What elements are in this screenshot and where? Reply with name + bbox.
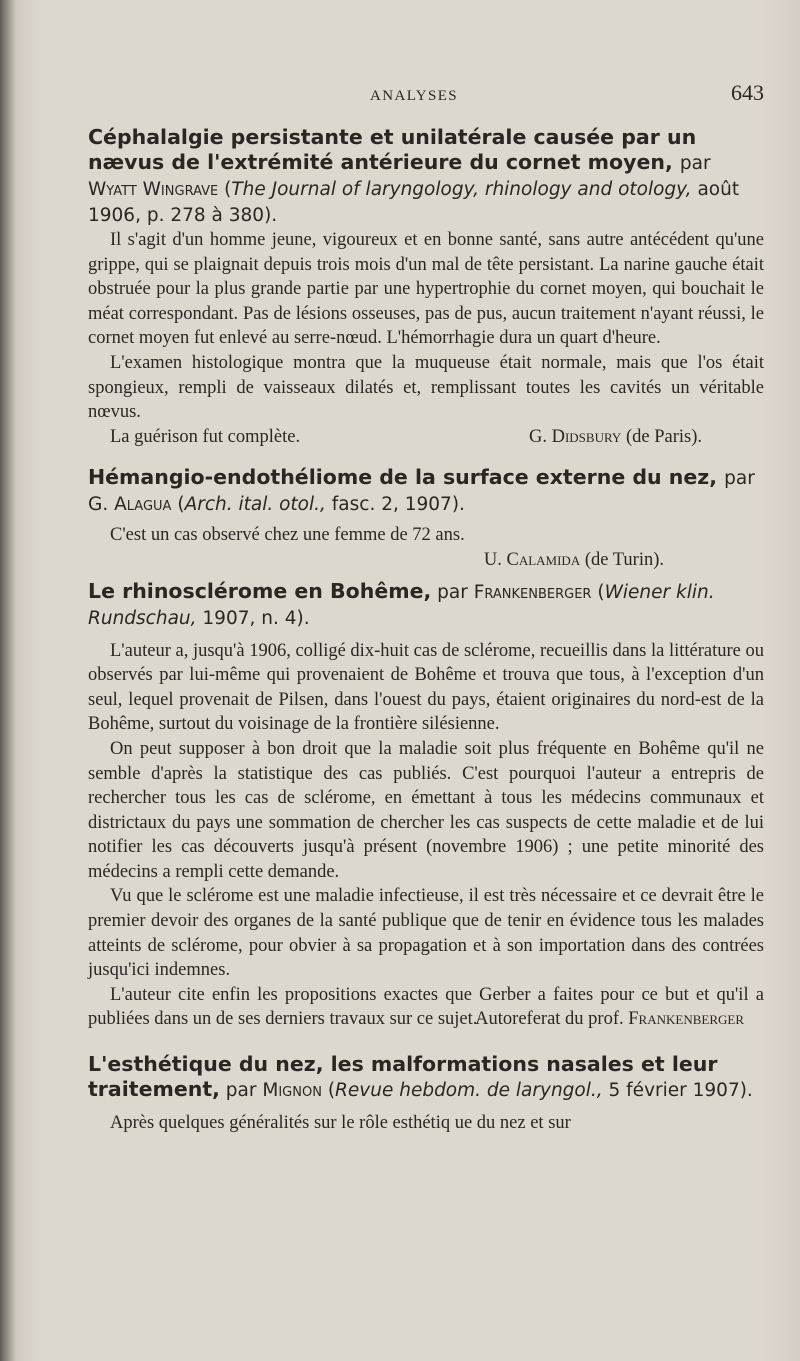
closing-text: La guérison fut complète. xyxy=(110,426,301,447)
paragraph: C'est un cas observé chez une femme de 72 ans. xyxy=(110,525,465,546)
signature xyxy=(507,425,764,450)
citation xyxy=(220,1080,753,1101)
running-head-title: ANALYSES xyxy=(370,88,459,104)
article-naevus xyxy=(88,125,764,449)
article-hemangio xyxy=(88,465,764,572)
citation-paren: ( xyxy=(591,581,605,603)
paragraph: L'examen histologique montra que la muqueuse était normale, mais que l'os était spongieux, rempli de vaisseaux dilatés et, remplissant toutes les cavités un véritable nœvus. xyxy=(88,352,764,423)
article-title xyxy=(88,1052,764,1103)
paragraph: L'auteur a, jusqu'à 1906, colligé dix-huit cas de sclérome, recueillis dans la littérature ou observés par lui-même qui provenaient de Bohême et trouva que tous, à l'exception d'un seul, lequel provenait de Pilsen, dans l'ouest du pays, étaient originaires du nord-est de la Bohême, surtout du voisinage de la frontière silésienne. xyxy=(88,640,764,735)
signature-initial: U. xyxy=(483,549,507,570)
citation-prefix: par xyxy=(431,581,474,603)
title-text: Hémangio-endothéliome de la surface externe du nez, xyxy=(88,465,717,490)
closing-line xyxy=(88,425,764,450)
title-text: L'esthétique du nez, les malformations nasales et leur traitement, xyxy=(88,1052,718,1102)
signature-place: (de Turin). xyxy=(580,549,664,570)
articles xyxy=(88,125,764,1156)
citation-author: Frankenberger xyxy=(473,581,592,603)
article-esthetique xyxy=(88,1052,764,1136)
citation-details: août 1906, p. 278 à 380). xyxy=(88,179,740,226)
citation-author: Mignon xyxy=(262,1080,322,1102)
signature xyxy=(88,548,764,573)
citation-journal: Arch. ital. otol., xyxy=(184,494,326,516)
title-text: Le rhinosclérome en Bohême, xyxy=(88,578,432,603)
citation-paren: ( xyxy=(321,1080,336,1102)
signature-name: Didsbury xyxy=(551,426,622,447)
signature-place: (de Paris). xyxy=(621,426,702,447)
signature-name: Calamida xyxy=(506,549,581,570)
article-title xyxy=(88,465,764,517)
paragraph: Après quelques généralités sur le rôle esthétiq ue du nez et sur xyxy=(110,1113,571,1134)
paragraph: Il s'agit d'un homme jeune, vigoureux et en bonne santé, sans autre antécédent qu'une grippe, qui se plaignait depuis trois mois d'un mal de tête persistant. La narine gauche était obstruée pour la plus grande partie par une hypertrophie du cornet moyen, qui bouchait le méat correspondant. Pas de lésions osseuses, pas de pus, aucun traitement n'ayant réussi, le cornet moyen fut enlevé au serre-nœud. L'hémorrhagie dura un quart d'heure. xyxy=(88,230,764,349)
paragraph: L'auteur cite enfin les propositions exactes que Gerber a faites pour ce but et qu'il a publiées dans un de ses derniers travaux sur ce sujet. xyxy=(88,984,764,1030)
article-title xyxy=(88,579,764,631)
citation-prefix: par xyxy=(219,1080,263,1102)
article-title xyxy=(88,125,764,228)
page-number: 643 xyxy=(731,80,764,105)
citation-details: 5 février 1907). xyxy=(602,1080,753,1102)
running-head xyxy=(88,80,764,120)
citation-author: Wyatt Wingrave xyxy=(88,179,219,200)
citation-journal: The Journal of laryngology, rhinology and otology, xyxy=(231,179,692,200)
citation-prefix: par xyxy=(679,153,711,174)
citation-journal: Revue hebdom. de laryngol., xyxy=(335,1080,603,1102)
citation-journal: Wiener klin. Rundschau, xyxy=(88,581,715,629)
signature-name: Frankenberger xyxy=(628,1009,744,1030)
citation-prefix: par G. xyxy=(88,468,755,516)
signature-prefix: Autoreferat du prof. xyxy=(475,1009,629,1030)
citation-details: 1907, n. 4). xyxy=(196,607,310,629)
paragraph: Vu que le sclérome est une maladie infectieuse, il est très nécessaire et ce devrait être le premier devoir des organes de la santé publique que de tenir en évidence tous les malades atteints de sclérome, pour obvier à sa propagation et à son importation dans des contrées jusqu'ici indemnes. xyxy=(88,886,764,981)
title-text: Céphalalgie persistante et unilatérale causée par un nævus de l'extrémité antérieure du cornet moyen, xyxy=(88,125,697,174)
citation-paren: ( xyxy=(218,179,232,200)
signature-initial: G. xyxy=(528,426,552,447)
citation-paren: ( xyxy=(171,494,185,516)
paragraph: On peut supposer à bon droit que la maladie soit plus fréquente en Bohême qu'il ne semble d'après la statistique des cas publiés. C'est pourquoi l'auteur a entrepris de rechercher tous les cas de sclérome, en émettant à tous les médecins communaux et districtaux du pays une sommation de chercher les cas suspects de cette maladie et de lui notifier les cas découverts jusqu'à présent (novembre 1906) ; une petite minorité des médecins a rempli cette demande. xyxy=(88,738,764,882)
citation-details: fasc. 2, 1907). xyxy=(325,494,465,516)
article-rhinosclerome xyxy=(88,579,764,1033)
citation-author: Alagua xyxy=(114,494,172,516)
